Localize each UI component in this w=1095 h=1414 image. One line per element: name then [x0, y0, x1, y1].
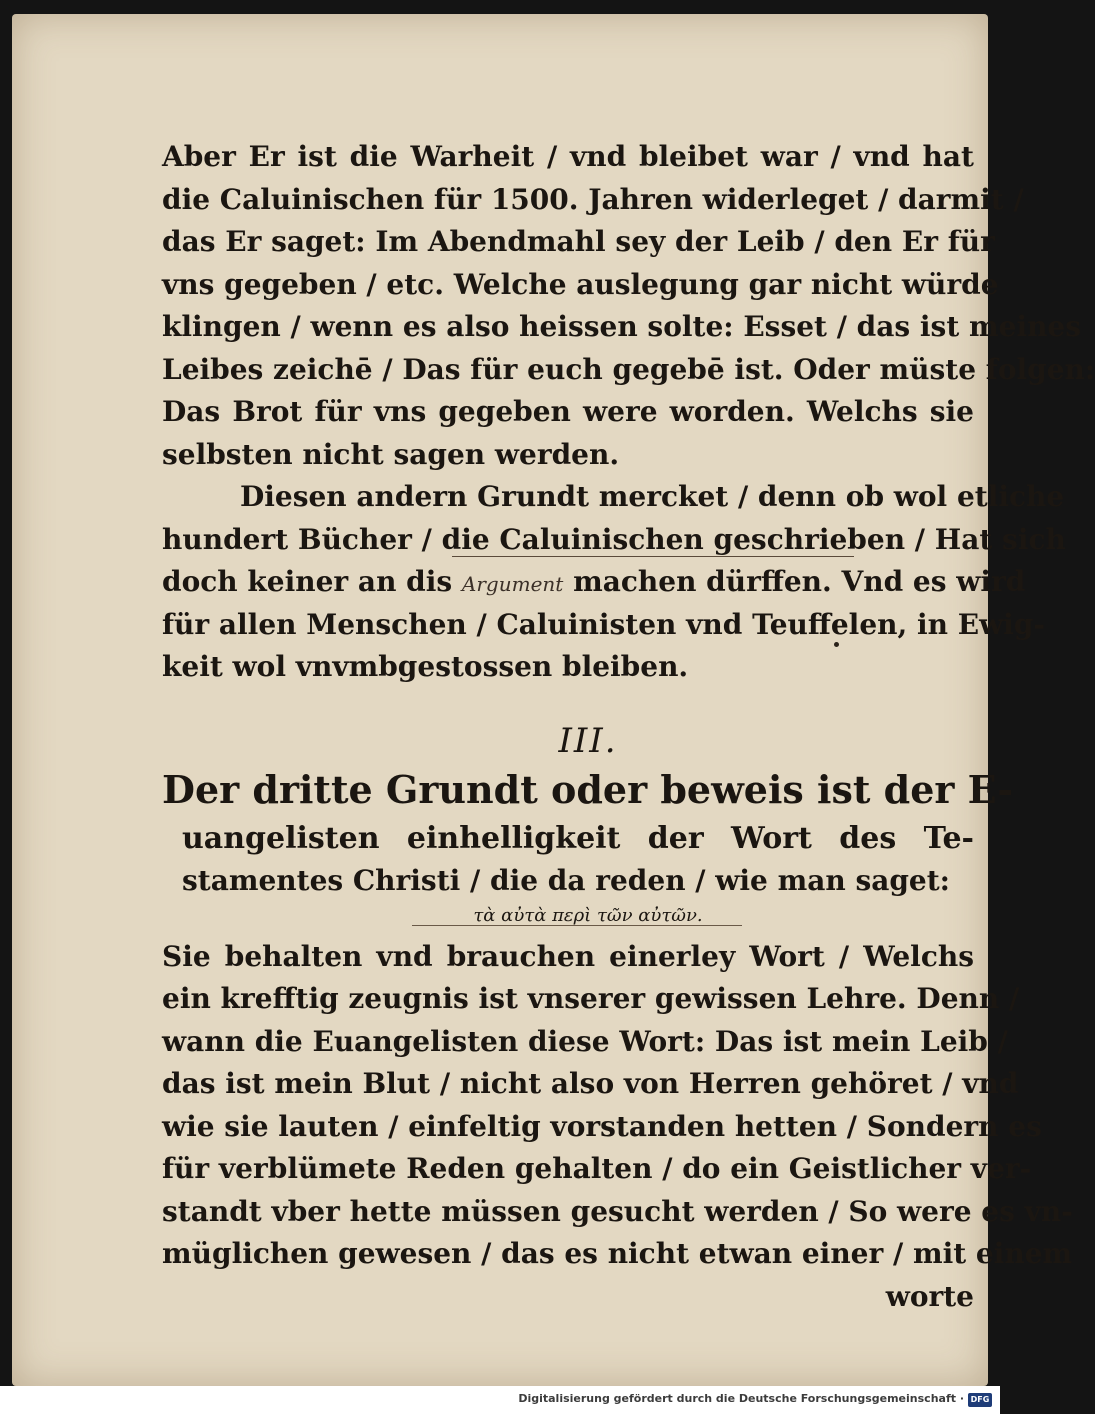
text-line: wie sie lauten / einfeltig vorstanden hetten / Sondern es	[162, 1109, 1042, 1143]
text-line: Sie behalten vnd brauchen einerley Wort / Welchs	[162, 939, 974, 973]
text-line: ein krefftig zeugnis ist vnserer gewissen Lehre. Denn /	[162, 982, 1020, 1015]
section-heading: uangelisten einhelligkeit der Wort des Te-	[182, 820, 974, 856]
text-line: Das Brot für vns gegeben were worden. Welchs sie	[162, 395, 974, 428]
text-line: vns gegeben / etc. Welche auslegung gar nicht würde	[162, 267, 999, 301]
section-heading: stamentes Christi / die da reden / wie man saget:	[182, 863, 951, 897]
text-line: für verblümete Reden gehalten / do ein Geistlicher ver-	[162, 1152, 1032, 1185]
text-line: das Er saget: Im Abendmahl sey der Leib / den Er für	[162, 225, 995, 258]
text-line: Aber Er ist die Warheit / vnd bleibet war / vnd hat	[162, 140, 974, 173]
text-line: Leibes zeichē / Das für euch gegebē ist. Oder müste folgen:	[162, 352, 1095, 386]
funding-notice: Digitalisierung gefördert durch die Deutsche Forschungsgemeinschaft ·	[518, 1392, 964, 1405]
text-line: wann die Euangelisten diese Wort: Das ist mein Leib /	[162, 1024, 1008, 1058]
text-segment: machen dürffen. Vnd es wird	[573, 565, 1026, 598]
text-line: selbsten nicht sagen werden.	[162, 437, 620, 471]
handwritten-annotation: Argument	[461, 572, 564, 596]
text-line-annotated	[162, 561, 1026, 604]
footer-bar	[0, 1386, 1000, 1414]
greek-quote: τὰ αὐτὰ περὶ τῶν αὐτῶν.	[473, 904, 703, 926]
text-line: für allen Menschen / Caluinisten vnd Teuffelen, in Ewig-	[162, 607, 1046, 641]
text-line: standt vber hette müssen gesucht werden / So were es vn-	[162, 1194, 1073, 1228]
text-line: hundert Bücher / die Caluinischen geschrieben / Hat sich	[162, 519, 974, 562]
text-line: müglichen gewesen / das es nicht etwan einer / mit einem	[162, 1237, 1073, 1270]
section-number: III.	[558, 720, 618, 761]
catchword: worte	[885, 1279, 974, 1313]
dfg-logo-icon: DFG	[968, 1393, 992, 1407]
text-line: klingen / wenn es also heissen solte: Esset / das ist meines	[162, 310, 1082, 343]
text-line: das ist mein Blut / nicht also von Herren gehöret / vnd	[162, 1067, 1019, 1100]
text-segment: doch keiner an dis	[162, 565, 453, 598]
text-line: keit wol vnvmbgestossen bleiben.	[162, 650, 689, 683]
text-line: Diesen andern Grundt mercket / denn ob wol etliche	[240, 480, 1065, 513]
text-block	[162, 136, 1095, 1318]
section-heading: Der dritte Grundt oder beweis ist der E-	[162, 766, 1014, 812]
book-page	[12, 14, 1095, 1386]
text-line: die Caluinischen für 1500. Jahren widerleget / darmit /	[162, 182, 1024, 216]
